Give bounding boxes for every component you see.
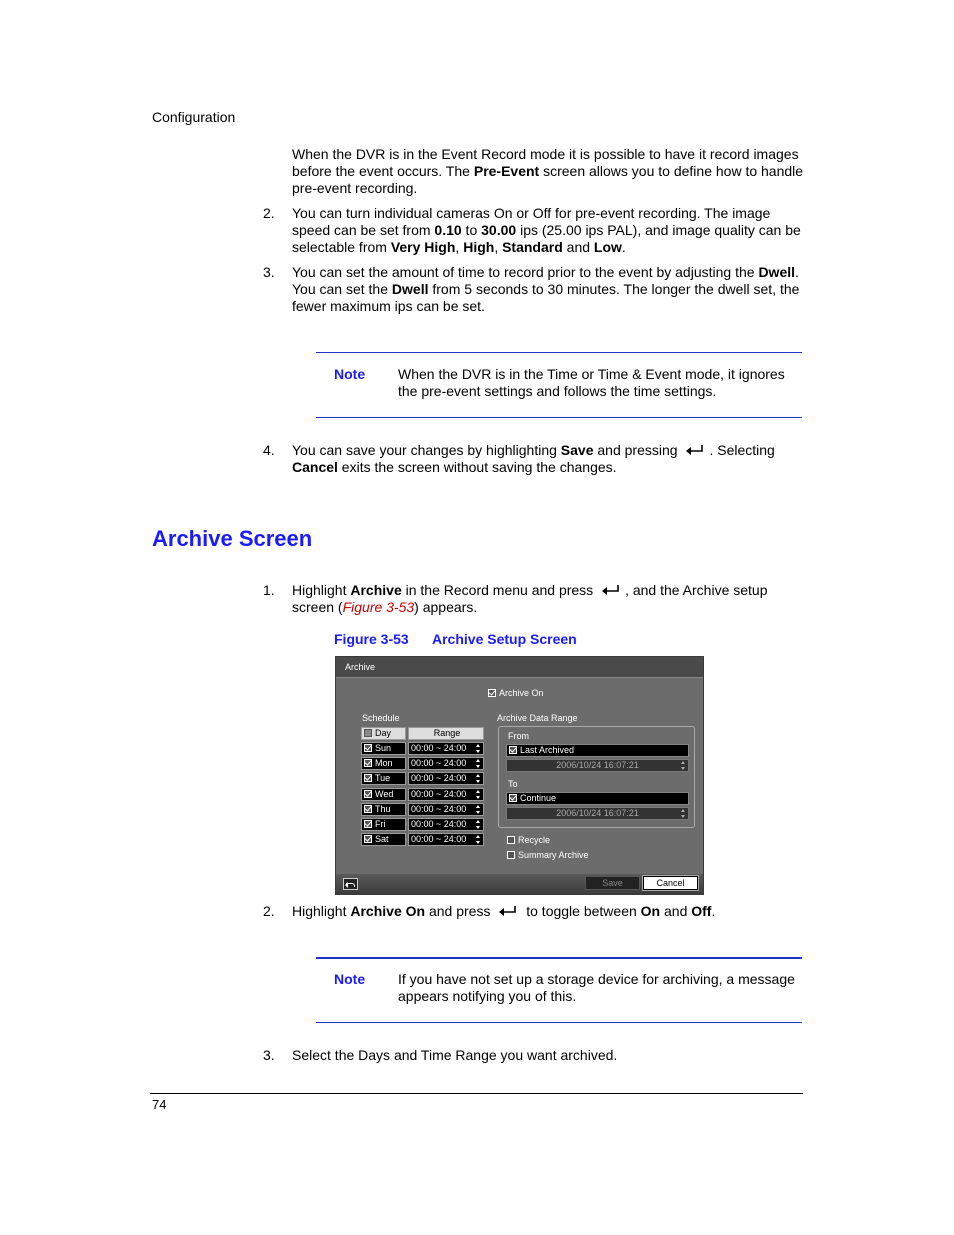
step-number: 4. <box>263 442 275 458</box>
day-checkbox[interactable] <box>361 772 406 785</box>
text: ) appears. <box>414 599 478 615</box>
intro-paragraph <box>292 146 804 197</box>
step-number: 2. <box>263 205 275 221</box>
bold: Save <box>560 442 594 458</box>
day-name: Tue <box>375 773 391 783</box>
range-value: 00:00 ~ 24:00 <box>411 834 467 844</box>
cancel-button[interactable]: Cancel <box>643 876 698 890</box>
archive-on-checkbox[interactable] <box>488 688 544 699</box>
text: in the Record menu and press <box>401 582 598 598</box>
dvr-titlebar <box>336 657 703 678</box>
bold: 0.10 <box>434 222 462 238</box>
checkbox-checked-icon <box>364 790 372 798</box>
intro-text-2: screen allows you to define how to handle pre-event recording. <box>292 163 804 196</box>
day-name: Sun <box>375 743 392 753</box>
schedule-label: Schedule <box>362 713 400 723</box>
text: and press <box>425 903 495 919</box>
archive-setup-screen <box>335 656 704 895</box>
archive-step-1-text <box>292 582 804 616</box>
note-label: Note <box>334 971 366 987</box>
step-3-text <box>292 264 804 315</box>
running-header: Configuration <box>152 109 236 125</box>
checkbox-checked-icon <box>364 835 372 843</box>
spinner-arrows-icon[interactable] <box>476 759 481 768</box>
text: You can save your changes by highlighting <box>292 442 561 458</box>
day-checkbox[interactable] <box>361 818 406 831</box>
range-spinner[interactable] <box>408 772 484 785</box>
text: and <box>660 903 692 919</box>
schedule-header-row <box>361 727 486 741</box>
step-number: 2. <box>263 903 275 919</box>
text: exits the screen without saving the changes. <box>337 459 617 475</box>
bold: 30.00 <box>481 222 517 238</box>
figure-number: Figure 3-53 <box>334 631 409 647</box>
back-arrow-icon[interactable] <box>343 878 358 890</box>
note-text: If you have not set up a storage device for archiving, a message appears notifying you of this. <box>398 971 795 1004</box>
footer-rule <box>150 1093 803 1094</box>
text: . You can set the <box>292 264 799 297</box>
text: ips (25.00 ips PAL), and image quality can be selectable from <box>292 222 801 255</box>
spinner-arrows-icon[interactable] <box>476 820 481 829</box>
bold: High <box>463 239 495 255</box>
continue-label: Continue <box>520 793 557 803</box>
schedule-row <box>361 818 486 832</box>
dvr-title: Archive <box>345 662 376 672</box>
checkbox-checked-icon <box>364 744 372 752</box>
schedule-row <box>361 757 486 771</box>
step-number: 3. <box>263 264 275 280</box>
checkbox-icon <box>507 836 515 844</box>
range-spinner[interactable] <box>408 803 484 816</box>
text: Highlight <box>292 582 351 598</box>
archive-on-label: Archive On <box>499 688 544 698</box>
checkbox-icon <box>364 729 372 737</box>
note-rule-bottom <box>316 417 802 418</box>
bold: Standard <box>502 239 563 255</box>
bold: Archive <box>350 582 402 598</box>
schedule-row <box>361 772 486 786</box>
range-value: 00:00 ~ 24:00 <box>411 819 467 829</box>
to-datetime-value: 2006/10/24 16:07:21 <box>556 808 639 818</box>
to-datetime-field[interactable] <box>506 807 689 820</box>
archive-data-range-box <box>498 726 695 828</box>
text: Highlight <box>292 903 351 919</box>
bold: Dwell <box>758 264 796 280</box>
day-name: Sat <box>375 834 389 844</box>
enter-key-icon <box>601 584 621 596</box>
intro-text: When the DVR is in the Event Record mode it is possible to have it record images before the event occurs. The <box>292 146 799 179</box>
bold: Cancel <box>292 459 338 475</box>
spinner-arrows-icon[interactable] <box>681 761 686 770</box>
recycle-checkbox[interactable] <box>507 835 550 846</box>
text: , <box>455 239 464 255</box>
spinner-arrows-icon[interactable] <box>476 805 481 814</box>
spinner-arrows-icon[interactable] <box>681 809 686 818</box>
from-label: From <box>508 731 529 741</box>
summary-archive-label: Summary Archive <box>518 850 589 860</box>
from-datetime-field[interactable] <box>506 759 689 772</box>
spinner-arrows-icon[interactable] <box>476 744 481 753</box>
text: . <box>621 239 626 255</box>
note-rule-bottom <box>316 1022 802 1023</box>
schedule-row <box>361 803 486 817</box>
text: and <box>562 239 594 255</box>
text: to <box>461 222 482 238</box>
note-rule-top <box>316 352 802 353</box>
to-label: To <box>508 779 518 789</box>
save-button[interactable]: Save <box>585 876 640 890</box>
note-text: When the DVR is in the Time or Time & Event mode, it ignores the pre-event settings and follows the time settings. <box>398 366 785 399</box>
text: You can turn individual cameras On or Off for pre-event recording. The image speed can be set from <box>292 205 771 238</box>
dvr-bottom-bar <box>336 874 703 894</box>
intro-bold: Pre-Event <box>473 163 540 179</box>
text: You can set the amount of time to record prior to the event by adjusting the <box>292 264 759 280</box>
day-header-label: Day <box>375 728 392 738</box>
archive-data-range-label: Archive Data Range <box>497 713 578 723</box>
bold: Very High <box>390 239 456 255</box>
text: . Selecting <box>709 442 775 458</box>
range-value: 00:00 ~ 24:00 <box>411 773 467 783</box>
range-value: 00:00 ~ 24:00 <box>411 789 467 799</box>
last-archived-label: Last Archived <box>520 745 575 755</box>
day-checkbox[interactable] <box>361 788 406 801</box>
checkbox-icon <box>507 851 515 859</box>
schedule-row <box>361 742 486 756</box>
summary-archive-checkbox[interactable] <box>507 850 589 861</box>
checkbox-checked-icon <box>364 820 372 828</box>
schedule-row <box>361 788 486 802</box>
checkbox-checked-icon <box>509 746 517 754</box>
bold: Archive On <box>350 903 426 919</box>
checkbox-checked-icon <box>509 794 517 802</box>
note-rule-top <box>316 957 802 959</box>
day-checkbox[interactable] <box>361 833 406 846</box>
step-2-text <box>292 205 804 256</box>
day-header[interactable] <box>361 727 406 740</box>
bold: On <box>640 903 661 919</box>
schedule-row <box>361 833 486 847</box>
range-spinner[interactable] <box>408 757 484 770</box>
range-value: 00:00 ~ 24:00 <box>411 743 467 753</box>
range-value: 00:00 ~ 24:00 <box>411 758 467 768</box>
day-name: Fri <box>375 819 386 829</box>
text: . <box>711 903 716 919</box>
step-4-text <box>292 442 804 476</box>
archive-step-3-text: Select the Days and Time Range you want archived. <box>292 1047 618 1063</box>
enter-key-icon <box>498 905 518 917</box>
range-spinner[interactable] <box>408 788 484 801</box>
spinner-arrows-icon[interactable] <box>476 774 481 783</box>
step-number: 1. <box>263 582 275 598</box>
section-title: Archive Screen <box>152 526 313 551</box>
last-archived-checkbox[interactable] <box>506 744 689 757</box>
range-spinner[interactable] <box>408 833 484 846</box>
checkbox-checked-icon <box>364 805 372 813</box>
from-datetime-value: 2006/10/24 16:07:21 <box>556 760 639 770</box>
day-name: Wed <box>375 789 394 799</box>
checkbox-checked-icon <box>488 689 496 697</box>
text: , and the Archive setup screen ( <box>292 582 768 615</box>
continue-checkbox[interactable] <box>506 792 689 805</box>
enter-key-icon <box>685 444 705 456</box>
recycle-label: Recycle <box>518 835 551 845</box>
day-name: Mon <box>375 758 393 768</box>
bold: Low <box>593 239 622 255</box>
spinner-arrows-icon[interactable] <box>476 835 481 844</box>
spinner-arrows-icon[interactable] <box>476 790 481 799</box>
range-header: Range <box>408 727 484 740</box>
day-name: Thu <box>375 804 391 814</box>
day-checkbox[interactable] <box>361 803 406 816</box>
range-spinner[interactable] <box>408 818 484 831</box>
checkbox-checked-icon <box>364 759 372 767</box>
text: from 5 seconds to 30 minutes. The longer the dwell set, the fewer maximum ips can be set. <box>292 281 800 314</box>
figure-link[interactable]: Figure 3-53 <box>342 599 415 615</box>
figure-title: Archive Setup Screen <box>432 631 577 647</box>
step-number: 3. <box>263 1047 275 1063</box>
day-checkbox[interactable] <box>361 757 406 770</box>
checkbox-checked-icon <box>364 774 372 782</box>
bold: Off <box>691 903 712 919</box>
range-spinner[interactable] <box>408 742 484 755</box>
page-number: 74 <box>152 1097 167 1112</box>
text: to toggle between <box>522 903 641 919</box>
text: , <box>494 239 503 255</box>
text: and pressing <box>593 442 682 458</box>
range-value: 00:00 ~ 24:00 <box>411 804 467 814</box>
day-checkbox[interactable] <box>361 742 406 755</box>
archive-step-2-text <box>292 903 804 920</box>
note-label: Note <box>334 366 366 382</box>
bold: Dwell <box>391 281 429 297</box>
